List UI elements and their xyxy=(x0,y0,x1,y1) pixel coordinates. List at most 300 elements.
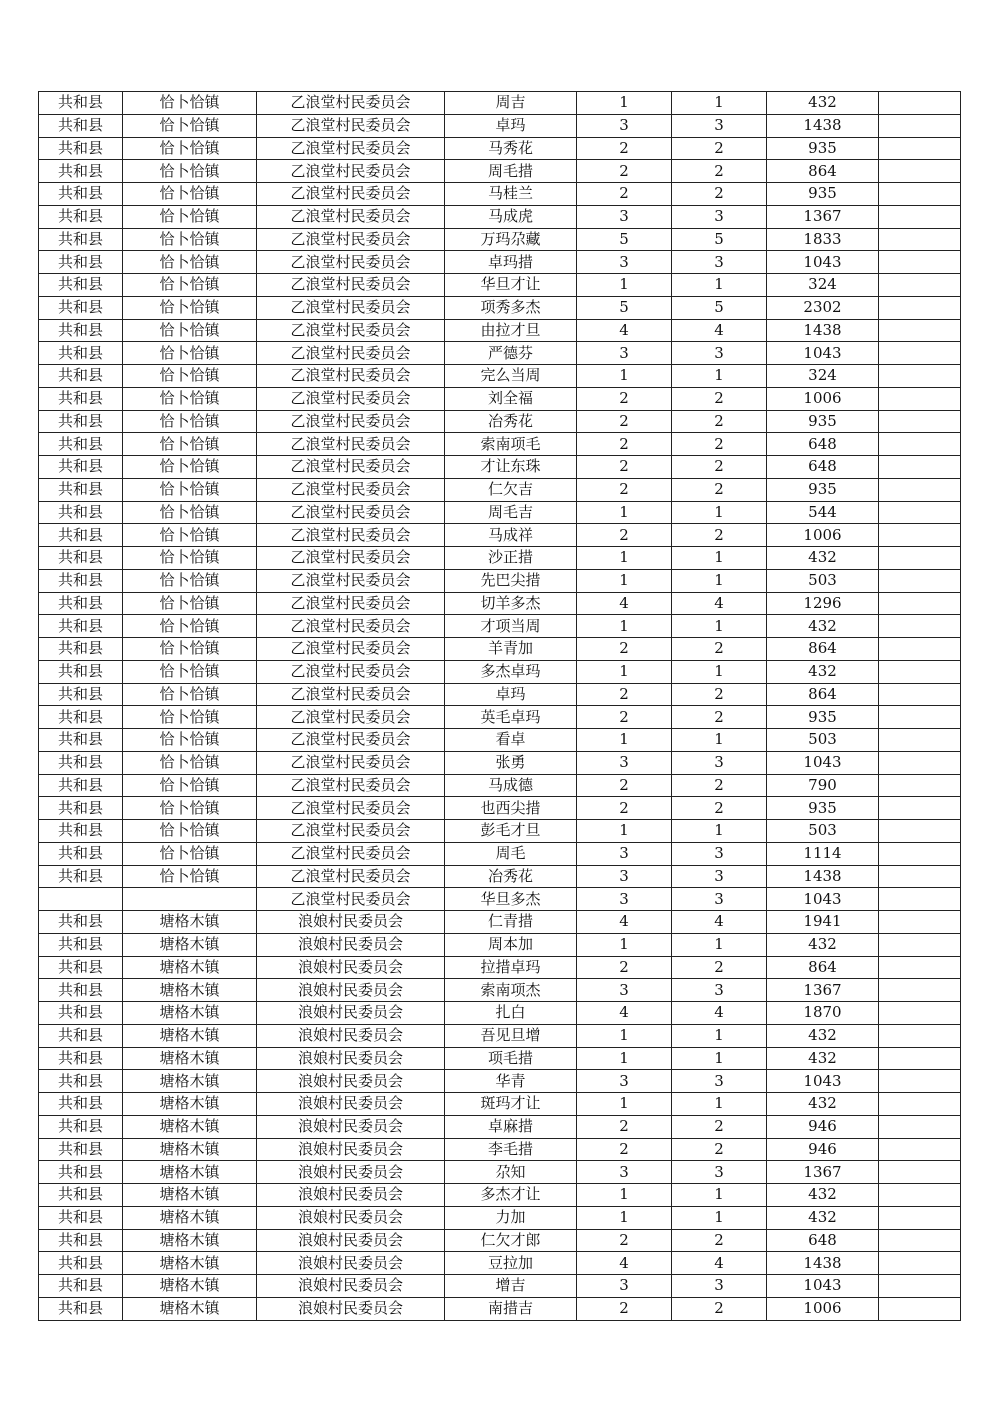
person-count-cell: 3 xyxy=(672,251,767,274)
remark-cell xyxy=(879,319,961,342)
amount-cell: 864 xyxy=(767,638,879,661)
table-row xyxy=(39,638,961,661)
town-cell: 恰卜恰镇 xyxy=(123,592,257,615)
person-count-cell: 4 xyxy=(672,592,767,615)
name-cell: 才让东珠 xyxy=(445,456,577,479)
person-count-cell: 3 xyxy=(672,1070,767,1093)
name-cell: 南措吉 xyxy=(445,1297,577,1320)
town-cell: 塘格木镇 xyxy=(123,1138,257,1161)
town-cell: 恰卜恰镇 xyxy=(123,342,257,365)
amount-cell: 432 xyxy=(767,933,879,956)
remark-cell xyxy=(879,751,961,774)
remark-cell xyxy=(879,683,961,706)
amount-cell: 1941 xyxy=(767,911,879,934)
remark-cell xyxy=(879,114,961,137)
county-cell: 共和县 xyxy=(39,1275,123,1298)
household-count-cell: 2 xyxy=(577,797,672,820)
name-cell: 马桂兰 xyxy=(445,183,577,206)
table-row xyxy=(39,319,961,342)
name-cell: 扎白 xyxy=(445,1002,577,1025)
amount-cell: 648 xyxy=(767,456,879,479)
village-committee-cell: 乙浪堂村民委员会 xyxy=(257,569,445,592)
household-count-cell: 1 xyxy=(577,92,672,115)
village-committee-cell: 乙浪堂村民委员会 xyxy=(257,296,445,319)
county-cell: 共和县 xyxy=(39,660,123,683)
amount-cell: 935 xyxy=(767,478,879,501)
county-cell: 共和县 xyxy=(39,956,123,979)
household-count-cell: 3 xyxy=(577,842,672,865)
town-cell: 恰卜恰镇 xyxy=(123,683,257,706)
table-row xyxy=(39,933,961,956)
household-count-cell: 4 xyxy=(577,592,672,615)
household-count-cell: 5 xyxy=(577,296,672,319)
name-cell: 华青 xyxy=(445,1070,577,1093)
county-cell: 共和县 xyxy=(39,592,123,615)
person-count-cell: 4 xyxy=(672,1002,767,1025)
remark-cell xyxy=(879,1206,961,1229)
name-cell: 吾见旦增 xyxy=(445,1024,577,1047)
table-row xyxy=(39,160,961,183)
county-cell: 共和县 xyxy=(39,1297,123,1320)
table-row xyxy=(39,1138,961,1161)
village-committee-cell: 乙浪堂村民委员会 xyxy=(257,387,445,410)
remark-cell xyxy=(879,342,961,365)
table-row xyxy=(39,1184,961,1207)
household-count-cell: 4 xyxy=(577,319,672,342)
amount-cell: 1043 xyxy=(767,751,879,774)
name-cell: 周吉 xyxy=(445,92,577,115)
name-cell: 刘全福 xyxy=(445,387,577,410)
household-count-cell: 3 xyxy=(577,888,672,911)
name-cell: 拉措卓玛 xyxy=(445,956,577,979)
village-committee-cell: 浪娘村民委员会 xyxy=(257,1115,445,1138)
county-cell: 共和县 xyxy=(39,933,123,956)
name-cell: 由拉才旦 xyxy=(445,319,577,342)
county-cell: 共和县 xyxy=(39,342,123,365)
amount-cell: 1006 xyxy=(767,387,879,410)
name-cell: 华旦多杰 xyxy=(445,888,577,911)
town-cell: 恰卜恰镇 xyxy=(123,524,257,547)
amount-cell: 864 xyxy=(767,956,879,979)
town-cell: 恰卜恰镇 xyxy=(123,365,257,388)
table-row xyxy=(39,797,961,820)
village-committee-cell: 乙浪堂村民委员会 xyxy=(257,365,445,388)
town-cell xyxy=(123,888,257,911)
table-row xyxy=(39,365,961,388)
amount-cell: 1114 xyxy=(767,842,879,865)
county-cell: 共和县 xyxy=(39,911,123,934)
table-row xyxy=(39,660,961,683)
person-count-cell: 3 xyxy=(672,342,767,365)
table-row xyxy=(39,478,961,501)
amount-cell: 1367 xyxy=(767,1161,879,1184)
remark-cell xyxy=(879,933,961,956)
table-row xyxy=(39,1206,961,1229)
county-cell: 共和县 xyxy=(39,433,123,456)
household-count-cell: 5 xyxy=(577,228,672,251)
remark-cell xyxy=(879,1184,961,1207)
town-cell: 恰卜恰镇 xyxy=(123,137,257,160)
person-count-cell: 1 xyxy=(672,1024,767,1047)
person-count-cell: 1 xyxy=(672,501,767,524)
name-cell: 增吉 xyxy=(445,1275,577,1298)
county-cell: 共和县 xyxy=(39,547,123,570)
remark-cell xyxy=(879,524,961,547)
table-row xyxy=(39,751,961,774)
county-cell: 共和县 xyxy=(39,160,123,183)
village-committee-cell: 浪娘村民委员会 xyxy=(257,1229,445,1252)
county-cell: 共和县 xyxy=(39,1093,123,1116)
village-committee-cell: 乙浪堂村民委员会 xyxy=(257,865,445,888)
village-committee-cell: 乙浪堂村民委员会 xyxy=(257,547,445,570)
household-count-cell: 2 xyxy=(577,683,672,706)
household-count-cell: 1 xyxy=(577,1024,672,1047)
amount-cell: 432 xyxy=(767,1024,879,1047)
household-count-cell: 2 xyxy=(577,1138,672,1161)
name-cell: 仁青措 xyxy=(445,911,577,934)
town-cell: 恰卜恰镇 xyxy=(123,478,257,501)
county-cell: 共和县 xyxy=(39,1206,123,1229)
remark-cell xyxy=(879,547,961,570)
town-cell: 恰卜恰镇 xyxy=(123,615,257,638)
household-count-cell: 2 xyxy=(577,183,672,206)
town-cell: 恰卜恰镇 xyxy=(123,387,257,410)
name-cell: 多杰才让 xyxy=(445,1184,577,1207)
county-cell: 共和县 xyxy=(39,478,123,501)
town-cell: 恰卜恰镇 xyxy=(123,865,257,888)
village-committee-cell: 乙浪堂村民委员会 xyxy=(257,820,445,843)
table-row xyxy=(39,1002,961,1025)
name-cell: 英毛卓玛 xyxy=(445,706,577,729)
amount-cell: 1043 xyxy=(767,1275,879,1298)
name-cell: 周毛吉 xyxy=(445,501,577,524)
county-cell: 共和县 xyxy=(39,114,123,137)
village-committee-cell: 乙浪堂村民委员会 xyxy=(257,501,445,524)
remark-cell xyxy=(879,251,961,274)
table-row xyxy=(39,183,961,206)
town-cell: 塘格木镇 xyxy=(123,979,257,1002)
remark-cell xyxy=(879,433,961,456)
household-count-cell: 1 xyxy=(577,274,672,297)
amount-cell: 503 xyxy=(767,820,879,843)
village-committee-cell: 乙浪堂村民委员会 xyxy=(257,797,445,820)
household-count-cell: 2 xyxy=(577,524,672,547)
name-cell: 项秀多杰 xyxy=(445,296,577,319)
town-cell: 塘格木镇 xyxy=(123,1070,257,1093)
person-count-cell: 1 xyxy=(672,933,767,956)
household-count-cell: 1 xyxy=(577,1047,672,1070)
remark-cell xyxy=(879,774,961,797)
person-count-cell: 3 xyxy=(672,888,767,911)
household-count-cell: 1 xyxy=(577,365,672,388)
name-cell: 看卓 xyxy=(445,729,577,752)
remark-cell xyxy=(879,410,961,433)
county-cell: 共和县 xyxy=(39,1115,123,1138)
town-cell: 塘格木镇 xyxy=(123,1115,257,1138)
remark-cell xyxy=(879,1297,961,1320)
household-count-cell: 1 xyxy=(577,820,672,843)
town-cell: 恰卜恰镇 xyxy=(123,820,257,843)
household-count-cell: 2 xyxy=(577,478,672,501)
town-cell: 恰卜恰镇 xyxy=(123,547,257,570)
table-body xyxy=(39,92,961,1321)
remark-cell xyxy=(879,1115,961,1138)
table-row xyxy=(39,456,961,479)
name-cell: 周毛 xyxy=(445,842,577,865)
village-committee-cell: 浪娘村民委员会 xyxy=(257,1070,445,1093)
amount-cell: 432 xyxy=(767,1047,879,1070)
town-cell: 塘格木镇 xyxy=(123,1047,257,1070)
table-row xyxy=(39,1229,961,1252)
name-cell: 卓玛 xyxy=(445,683,577,706)
name-cell: 万玛尕藏 xyxy=(445,228,577,251)
remark-cell xyxy=(879,1252,961,1275)
table-row xyxy=(39,205,961,228)
person-count-cell: 3 xyxy=(672,1161,767,1184)
household-count-cell: 1 xyxy=(577,547,672,570)
county-cell: 共和县 xyxy=(39,865,123,888)
amount-cell: 935 xyxy=(767,706,879,729)
table-row xyxy=(39,569,961,592)
town-cell: 塘格木镇 xyxy=(123,1252,257,1275)
town-cell: 塘格木镇 xyxy=(123,911,257,934)
amount-cell: 946 xyxy=(767,1138,879,1161)
town-cell: 恰卜恰镇 xyxy=(123,456,257,479)
village-committee-cell: 乙浪堂村民委员会 xyxy=(257,456,445,479)
village-committee-cell: 乙浪堂村民委员会 xyxy=(257,137,445,160)
household-count-cell: 3 xyxy=(577,751,672,774)
table-row xyxy=(39,683,961,706)
county-cell: 共和县 xyxy=(39,1161,123,1184)
name-cell: 华旦才让 xyxy=(445,274,577,297)
town-cell: 恰卜恰镇 xyxy=(123,183,257,206)
table-row xyxy=(39,615,961,638)
amount-cell: 432 xyxy=(767,1206,879,1229)
remark-cell xyxy=(879,956,961,979)
household-count-cell: 4 xyxy=(577,1252,672,1275)
household-count-cell: 3 xyxy=(577,205,672,228)
town-cell: 塘格木镇 xyxy=(123,933,257,956)
name-cell: 李毛措 xyxy=(445,1138,577,1161)
person-count-cell: 2 xyxy=(672,706,767,729)
table-row xyxy=(39,979,961,1002)
village-committee-cell: 乙浪堂村民委员会 xyxy=(257,205,445,228)
amount-cell: 432 xyxy=(767,1184,879,1207)
remark-cell xyxy=(879,1093,961,1116)
county-cell: 共和县 xyxy=(39,1184,123,1207)
county-cell: 共和县 xyxy=(39,751,123,774)
person-count-cell: 2 xyxy=(672,683,767,706)
table-row xyxy=(39,911,961,934)
person-count-cell: 2 xyxy=(672,160,767,183)
table-row xyxy=(39,501,961,524)
name-cell: 仁欠才郎 xyxy=(445,1229,577,1252)
county-cell: 共和县 xyxy=(39,729,123,752)
remark-cell xyxy=(879,456,961,479)
remark-cell xyxy=(879,911,961,934)
remark-cell xyxy=(879,160,961,183)
name-cell: 严德芬 xyxy=(445,342,577,365)
county-cell xyxy=(39,888,123,911)
village-committee-cell: 乙浪堂村民委员会 xyxy=(257,524,445,547)
table-row xyxy=(39,842,961,865)
person-count-cell: 2 xyxy=(672,1115,767,1138)
table-row xyxy=(39,706,961,729)
county-cell: 共和县 xyxy=(39,524,123,547)
town-cell: 恰卜恰镇 xyxy=(123,729,257,752)
town-cell: 塘格木镇 xyxy=(123,1093,257,1116)
town-cell: 塘格木镇 xyxy=(123,1161,257,1184)
town-cell: 恰卜恰镇 xyxy=(123,501,257,524)
town-cell: 恰卜恰镇 xyxy=(123,205,257,228)
village-committee-cell: 乙浪堂村民委员会 xyxy=(257,729,445,752)
village-committee-cell: 浪娘村民委员会 xyxy=(257,1184,445,1207)
table-row xyxy=(39,1093,961,1116)
remark-cell xyxy=(879,592,961,615)
name-cell: 切羊多杰 xyxy=(445,592,577,615)
amount-cell: 935 xyxy=(767,183,879,206)
village-committee-cell: 乙浪堂村民委员会 xyxy=(257,92,445,115)
amount-cell: 935 xyxy=(767,797,879,820)
person-count-cell: 2 xyxy=(672,1229,767,1252)
amount-cell: 503 xyxy=(767,569,879,592)
name-cell: 索南项毛 xyxy=(445,433,577,456)
county-cell: 共和县 xyxy=(39,1229,123,1252)
village-committee-cell: 乙浪堂村民委员会 xyxy=(257,228,445,251)
amount-cell: 1367 xyxy=(767,979,879,1002)
village-committee-cell: 乙浪堂村民委员会 xyxy=(257,660,445,683)
village-committee-cell: 乙浪堂村民委员会 xyxy=(257,478,445,501)
table-row xyxy=(39,524,961,547)
person-count-cell: 1 xyxy=(672,92,767,115)
person-count-cell: 1 xyxy=(672,1184,767,1207)
person-count-cell: 3 xyxy=(672,842,767,865)
county-cell: 共和县 xyxy=(39,410,123,433)
village-committee-cell: 浪娘村民委员会 xyxy=(257,1002,445,1025)
table-row xyxy=(39,729,961,752)
household-count-cell: 1 xyxy=(577,933,672,956)
person-count-cell: 3 xyxy=(672,865,767,888)
remark-cell xyxy=(879,205,961,228)
household-count-cell: 2 xyxy=(577,456,672,479)
town-cell: 恰卜恰镇 xyxy=(123,638,257,661)
household-count-cell: 2 xyxy=(577,433,672,456)
name-cell: 也西尖措 xyxy=(445,797,577,820)
remark-cell xyxy=(879,842,961,865)
town-cell: 恰卜恰镇 xyxy=(123,228,257,251)
village-committee-cell: 浪娘村民委员会 xyxy=(257,1297,445,1320)
amount-cell: 432 xyxy=(767,660,879,683)
name-cell: 彭毛才旦 xyxy=(445,820,577,843)
county-cell: 共和县 xyxy=(39,274,123,297)
county-cell: 共和县 xyxy=(39,638,123,661)
village-committee-cell: 浪娘村民委员会 xyxy=(257,1275,445,1298)
village-committee-cell: 浪娘村民委员会 xyxy=(257,979,445,1002)
household-count-cell: 1 xyxy=(577,729,672,752)
table-row xyxy=(39,1252,961,1275)
remark-cell xyxy=(879,1275,961,1298)
name-cell: 张勇 xyxy=(445,751,577,774)
county-cell: 共和县 xyxy=(39,820,123,843)
town-cell: 恰卜恰镇 xyxy=(123,433,257,456)
name-cell: 马成虎 xyxy=(445,205,577,228)
household-count-cell: 3 xyxy=(577,979,672,1002)
remark-cell xyxy=(879,660,961,683)
amount-cell: 790 xyxy=(767,774,879,797)
household-count-cell: 4 xyxy=(577,1002,672,1025)
town-cell: 塘格木镇 xyxy=(123,1206,257,1229)
household-count-cell: 2 xyxy=(577,706,672,729)
village-committee-cell: 浪娘村民委员会 xyxy=(257,1024,445,1047)
household-count-cell: 2 xyxy=(577,638,672,661)
town-cell: 塘格木镇 xyxy=(123,1275,257,1298)
table-row xyxy=(39,1047,961,1070)
household-count-cell: 2 xyxy=(577,160,672,183)
remark-cell xyxy=(879,820,961,843)
remark-cell xyxy=(879,365,961,388)
remark-cell xyxy=(879,228,961,251)
person-count-cell: 4 xyxy=(672,319,767,342)
name-cell: 周本加 xyxy=(445,933,577,956)
amount-cell: 1870 xyxy=(767,1002,879,1025)
amount-cell: 2302 xyxy=(767,296,879,319)
village-committee-cell: 乙浪堂村民委员会 xyxy=(257,274,445,297)
remark-cell xyxy=(879,638,961,661)
village-committee-cell: 浪娘村民委员会 xyxy=(257,1206,445,1229)
village-committee-cell: 乙浪堂村民委员会 xyxy=(257,706,445,729)
county-cell: 共和县 xyxy=(39,365,123,388)
amount-cell: 1367 xyxy=(767,205,879,228)
remark-cell xyxy=(879,137,961,160)
remark-cell xyxy=(879,274,961,297)
county-cell: 共和县 xyxy=(39,683,123,706)
village-committee-cell: 乙浪堂村民委员会 xyxy=(257,342,445,365)
household-count-cell: 1 xyxy=(577,501,672,524)
amount-cell: 1006 xyxy=(767,1297,879,1320)
name-cell: 卓麻措 xyxy=(445,1115,577,1138)
remark-cell xyxy=(879,478,961,501)
remark-cell xyxy=(879,1047,961,1070)
village-committee-cell: 乙浪堂村民委员会 xyxy=(257,842,445,865)
amount-cell: 324 xyxy=(767,274,879,297)
table-row xyxy=(39,820,961,843)
table-row xyxy=(39,1161,961,1184)
person-count-cell: 1 xyxy=(672,820,767,843)
name-cell: 马成祥 xyxy=(445,524,577,547)
county-cell: 共和县 xyxy=(39,1002,123,1025)
county-cell: 共和县 xyxy=(39,319,123,342)
amount-cell: 432 xyxy=(767,92,879,115)
town-cell: 塘格木镇 xyxy=(123,1024,257,1047)
table-row xyxy=(39,342,961,365)
person-count-cell: 4 xyxy=(672,1252,767,1275)
amount-cell: 648 xyxy=(767,433,879,456)
village-committee-cell: 乙浪堂村民委员会 xyxy=(257,888,445,911)
village-committee-cell: 浪娘村民委员会 xyxy=(257,1252,445,1275)
table-row xyxy=(39,547,961,570)
person-count-cell: 2 xyxy=(672,137,767,160)
remark-cell xyxy=(879,1070,961,1093)
name-cell: 羊青加 xyxy=(445,638,577,661)
person-count-cell: 1 xyxy=(672,274,767,297)
county-cell: 共和县 xyxy=(39,979,123,1002)
county-cell: 共和县 xyxy=(39,228,123,251)
county-cell: 共和县 xyxy=(39,1252,123,1275)
amount-cell: 1438 xyxy=(767,865,879,888)
village-committee-cell: 乙浪堂村民委员会 xyxy=(257,183,445,206)
person-count-cell: 2 xyxy=(672,183,767,206)
name-cell: 尕知 xyxy=(445,1161,577,1184)
